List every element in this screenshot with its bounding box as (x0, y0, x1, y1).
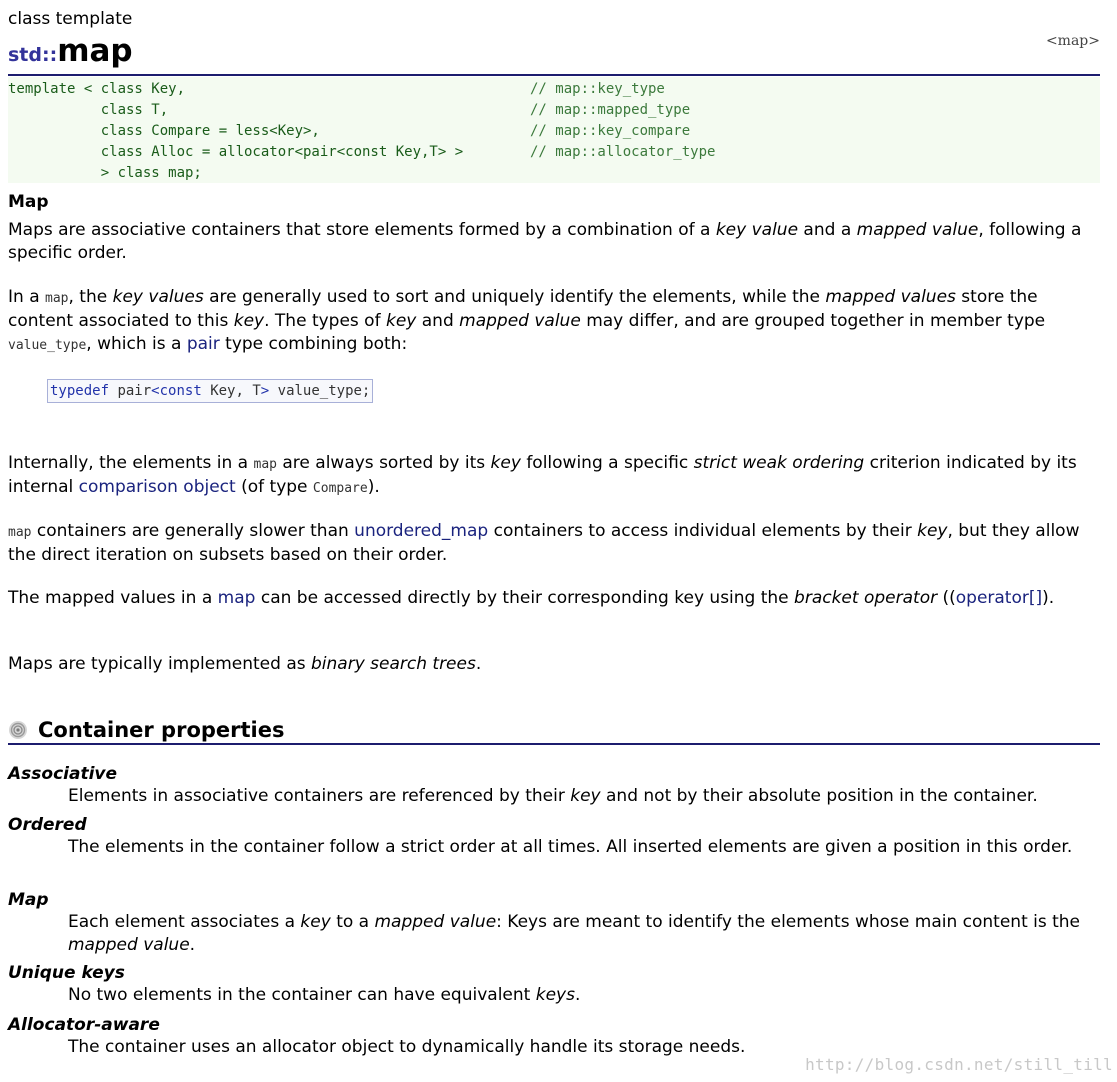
declaration-line: class T, // map::mapped_type (8, 102, 691, 118)
declaration-line: template < class Key, // map::key_type (8, 81, 665, 97)
section-heading-map: Map (8, 192, 49, 212)
property-term: Ordered (8, 815, 87, 835)
declaration-line: class Alloc = allocator<pair<const Key,T> > // map::allocator_type (8, 144, 716, 160)
map-link[interactable]: map (217, 588, 256, 608)
class-name: map (57, 33, 133, 69)
paragraph-bracket-operator: The mapped values in a map can be accessed directly by their corresponding key using the bracket operator ((operator[]). (8, 588, 1055, 608)
property-description: The elements in the container follow a strict order at all times. All inserted elements are given a position in this order. (68, 837, 1073, 857)
declaration-line: > class map; (8, 165, 202, 181)
property-description: The container uses an allocator object to dynamically handle its storage needs. (68, 1037, 746, 1057)
page-title (8, 30, 133, 77)
property-term: Unique keys (8, 963, 125, 983)
property-description: Each element associates a key to a mapped value: Keys are meant to identify the elements whose main content is the mapped value. (68, 912, 1081, 955)
paragraph-key-values: In a map, the key values are generally used to sort and uniquely identify the elements, while the mapped values store the content associated to this key. The types of key and mapped value may differ, and are grouped together in member type value_type, which is a pair type combining both: (8, 287, 1046, 354)
header-file-link[interactable]: <map> (1045, 33, 1100, 49)
section-title: Container properties (38, 718, 285, 742)
title-rule (8, 74, 1100, 76)
operator-bracket-link[interactable]: operator[] (955, 588, 1043, 608)
unordered-map-link[interactable]: unordered_map (354, 521, 489, 541)
typedef-code-snippet: typedef pair<const Key, T> value_type; (47, 379, 373, 403)
declaration-line: class Compare = less<Key>, // map::key_compare (8, 123, 691, 139)
watermark: http://blog.csdn.net/still_till (805, 1055, 1113, 1074)
property-term: Allocator-aware (8, 1015, 160, 1035)
paragraph-ordering: Internally, the elements in a map are always sorted by its key following a specific strict weak ordering criterion indicated by its internal comparison object (of type Compare). (8, 453, 1077, 497)
paragraph-performance: map containers are generally slower than unordered_map containers to access individual elements by their key, but they allow the direct iteration on subsets based on their order. (8, 521, 1080, 565)
paragraph-intro: Maps are associative containers that store elements formed by a combination of a key value and a mapped value, following a specific order. (8, 220, 1082, 263)
property-description: Elements in associative containers are referenced by their key and not by their absolute position in the container. (68, 786, 1038, 806)
namespace-prefix: std:: (8, 44, 58, 66)
section-heading-container-properties (8, 716, 284, 744)
entity-kind: class template (8, 9, 133, 29)
fingerprint-icon (8, 720, 28, 740)
comparison-object-link[interactable]: comparison object (78, 477, 236, 497)
property-description: No two elements in the container can have equivalent keys. (68, 985, 581, 1005)
section-rule (8, 743, 1100, 745)
template-declaration (8, 77, 1100, 183)
pair-link[interactable]: pair (186, 334, 220, 354)
property-term: Map (8, 890, 49, 910)
property-term: Associative (8, 764, 118, 784)
paragraph-implementation: Maps are typically implemented as binary search trees. (8, 654, 482, 674)
